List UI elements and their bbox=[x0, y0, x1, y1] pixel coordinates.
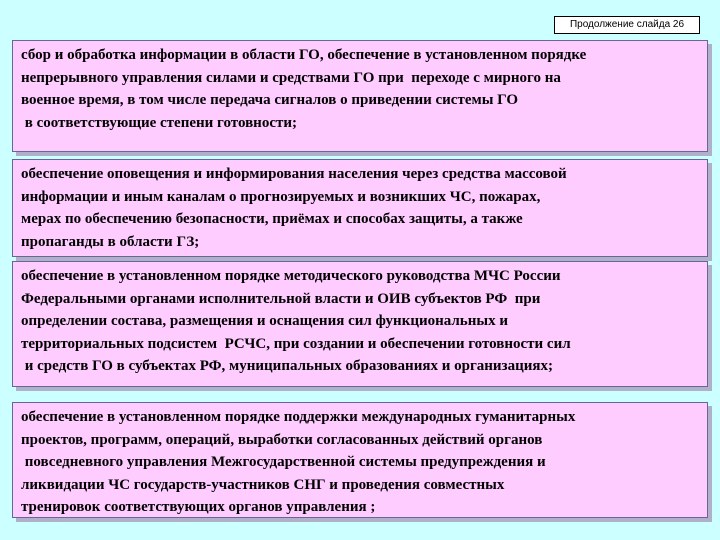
text-line: обеспечение оповещения и информирования населения через средства массовой bbox=[21, 166, 567, 182]
text-line: проектов, программ, операций, выработки согласованных действий органов bbox=[21, 431, 543, 448]
text-block-population-warning bbox=[12, 159, 708, 257]
text-line: определении состава, размещения и оснащения сил функциональных и bbox=[21, 313, 508, 330]
text-line: повседневного управления Межгосударственной системы предупреждения и bbox=[21, 454, 546, 471]
text-line: обеспечение в установленном порядке поддержки международных гуманитарных bbox=[21, 409, 576, 425]
text-line: мерах по обеспечению безопасности, приёмах и способах защиты, а также bbox=[21, 211, 523, 228]
text-line: Федеральными органами исполнительной власти и ОИВ субъектов РФ при bbox=[21, 290, 541, 307]
text-line: и средств ГО в субъектах РФ, муниципальных образованиях и организациях; bbox=[21, 358, 553, 375]
text-line: ликвидации ЧС государств-участников СНГ и проведения совместных bbox=[21, 476, 505, 493]
text-line: обеспечение в установленном порядке методического руководства МЧС России bbox=[21, 268, 561, 284]
text-line: сбор и обработка информации в области ГО, обеспечение в установленном порядке bbox=[21, 47, 587, 63]
text-block-international-support bbox=[12, 402, 708, 518]
text-line: информации и иным каналам о прогнозируемых и возникших ЧС, пожарах, bbox=[21, 188, 541, 205]
slide-continuation-badge: Продолжение слайда 26 bbox=[554, 16, 700, 34]
text-line: территориальных подсистем РСЧС, при создании и обеспечении готовности сил bbox=[21, 335, 571, 352]
text-block-info-collection bbox=[12, 40, 708, 152]
text-line: военное время, в том числе передача сигналов о приведении системы ГО bbox=[21, 92, 519, 109]
text-line: в соответствующие степени готовности; bbox=[21, 114, 297, 131]
text-line: тренировок соответствующих органов управления ; bbox=[21, 499, 376, 516]
text-line: пропаганды в области ГЗ; bbox=[21, 233, 200, 250]
text-line: непрерывного управления силами и средствами ГО при переходе с мирного на bbox=[21, 69, 561, 86]
text-block-methodical-guidance bbox=[12, 261, 708, 387]
